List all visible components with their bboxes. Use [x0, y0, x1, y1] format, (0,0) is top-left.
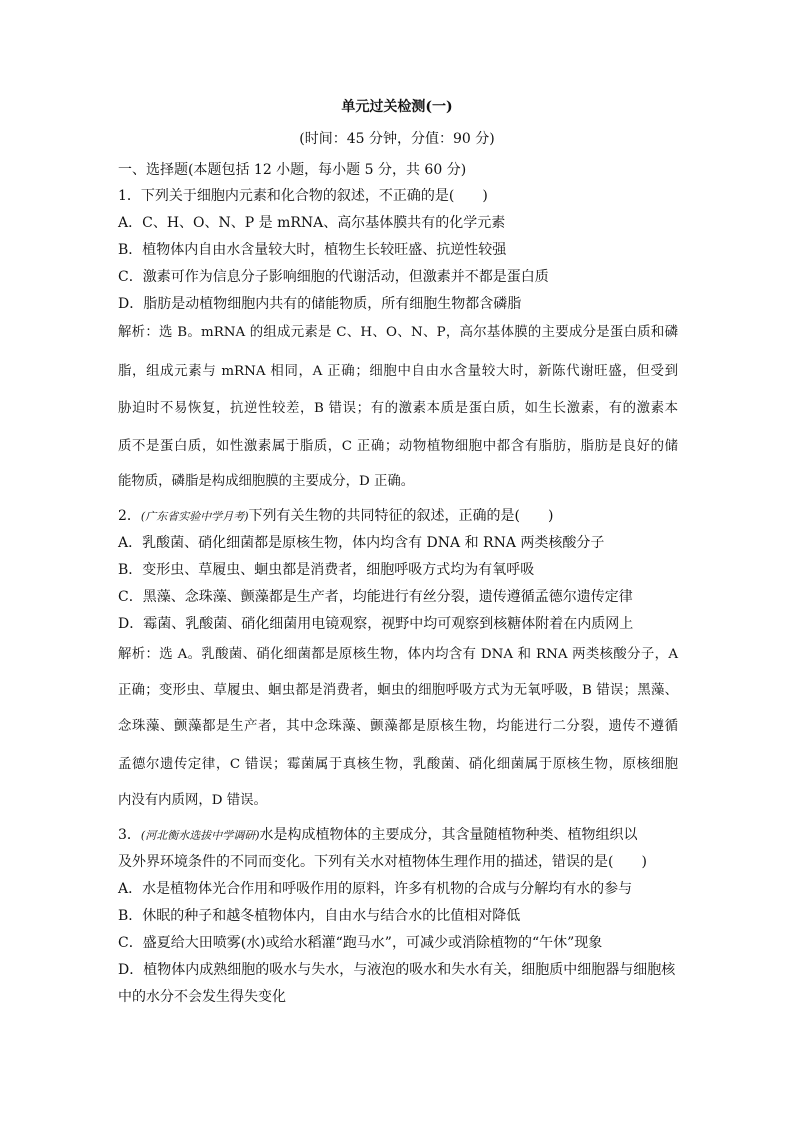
q1-option-c: C．激素可作为信息分子影响细胞的代谢活动，但激素并不都是蛋白质: [118, 269, 549, 285]
q2-option-b: B．变形虫、草履虫、蛔虫都是消费者，细胞呼吸方式均为有氧呼吸: [118, 562, 535, 578]
q3-option-a: A．水是植物体光合作用和呼吸作用的原料，许多有机物的合成与分解均有水的参与: [118, 881, 633, 897]
q3-stem: [118, 825, 638, 846]
q1-option-a: A．C、H、O、N、P 是 mRNA、高尔基体膜共有的化学元素: [118, 215, 506, 231]
q2-stem: [118, 506, 553, 527]
q2-source: (广东省实验中学月考): [140, 510, 249, 523]
q1-analysis-line: 能物质，磷脂是构成细胞膜的主要成分，D 正确。: [118, 474, 415, 489]
q2-analysis-line: 念珠藻、颤藻都是生产者，其中念珠藻、颤藻都是原核生物，均能进行二分裂，遗传不遵循: [118, 719, 678, 734]
q3-number: 3．: [118, 827, 141, 843]
q3-source: (河北衡水选拔中学调研): [140, 829, 260, 842]
q2-option-d: D．霉菌、乳酸菌、硝化细菌用电镜观察，视野中均可观察到核糖体附着在内质网上: [118, 616, 634, 632]
q3-option-d: D．植物体内成熟细胞的吸水与失水，与液泡的吸水和失水有关，细胞质中细胞器与细胞核: [118, 962, 676, 978]
q2-analysis-line: 内没有内质网，D 错误。: [118, 793, 267, 808]
q1-analysis-line: 质不是蛋白质，如性激素属于脂质，C 正确；动物植物细胞中都含有脂肪，脂肪是良好的储: [118, 439, 678, 454]
q2-stem-text: 下列有关生物的共同特征的叙述，正确的是( ): [248, 508, 554, 524]
q3-option-b: B．休眠的种子和越冬植物体内，自由水与结合水的比值相对降低: [118, 908, 521, 924]
q3-option-d-continued: 中的水分不会发生得失变化: [118, 989, 286, 1005]
q1-option-d: D．脂肪是动植物细胞内共有的储能物质，所有细胞生物都含磷脂: [118, 296, 522, 312]
q2-option-c: C．黑藻、念珠藻、颤藻都是生产者，均能进行有丝分裂，遗传遵循孟德尔遗传定律: [118, 589, 633, 605]
q2-analysis-line: 正确；变形虫、草履虫、蛔虫都是消费者，蛔虫的细胞呼吸方式为无氧呼吸，B 错误；黑藻、: [118, 683, 678, 698]
q2-analysis-line: 孟德尔遗传定律，C 错误；霉菌属于真核生物，乳酸菌、硝化细菌属于原核生物，原核细胞: [118, 757, 678, 772]
q1-analysis-line: 脂，组成元素与 mRNA 相同，A 正确；细胞中自由水含量较大时，新陈代谢旺盛，但受到: [118, 364, 678, 379]
exam-info: (时间：45 分钟，分值：90 分): [299, 131, 495, 147]
section-heading: 一、选择题(本题包括 12 小题，每小题 5 分，共 60 分): [118, 162, 467, 178]
q2-analysis-line: 解析：选 A。乳酸菌、硝化细菌都是原核生物，体内均含有 DNA 和 RNA 两类核酸分子，A: [118, 647, 678, 662]
q2-option-a: A．乳酸菌、硝化细菌都是原核生物，体内均含有 DNA 和 RNA 两类核酸分子: [118, 535, 605, 551]
q1-analysis-line: 胁迫时不易恢复，抗逆性较差，B 错误；有的激素本质是蛋白质，如生长激素，有的激素本: [118, 401, 678, 416]
page-title: 单元过关检测(一): [341, 99, 453, 115]
q3-option-c: C．盛夏给大田喷雾(水)或给水稻灌“跑马水”，可减少或消除植物的“午休”现象: [118, 935, 603, 951]
q1-stem: 1．下列关于细胞内元素和化合物的叙述，不正确的是( ): [118, 188, 488, 204]
q1-option-b: B．植物体内自由水含量较大时，植物生长较旺盛、抗逆性较强: [118, 242, 507, 258]
q3-stem-continued: 及外界环境条件的不同而变化。下列有关水对植物体生理作用的描述，错误的是( ): [118, 854, 647, 870]
q3-stem-text: 水是构成植物体的主要成分，其含量随植物种类、植物组织以: [259, 827, 638, 843]
q1-analysis-line: 解析：选 B。mRNA 的组成元素是 C、H、O、N、P，高尔基体膜的主要成分是蛋白质和磷: [118, 325, 678, 340]
q2-number: 2．: [118, 508, 141, 524]
